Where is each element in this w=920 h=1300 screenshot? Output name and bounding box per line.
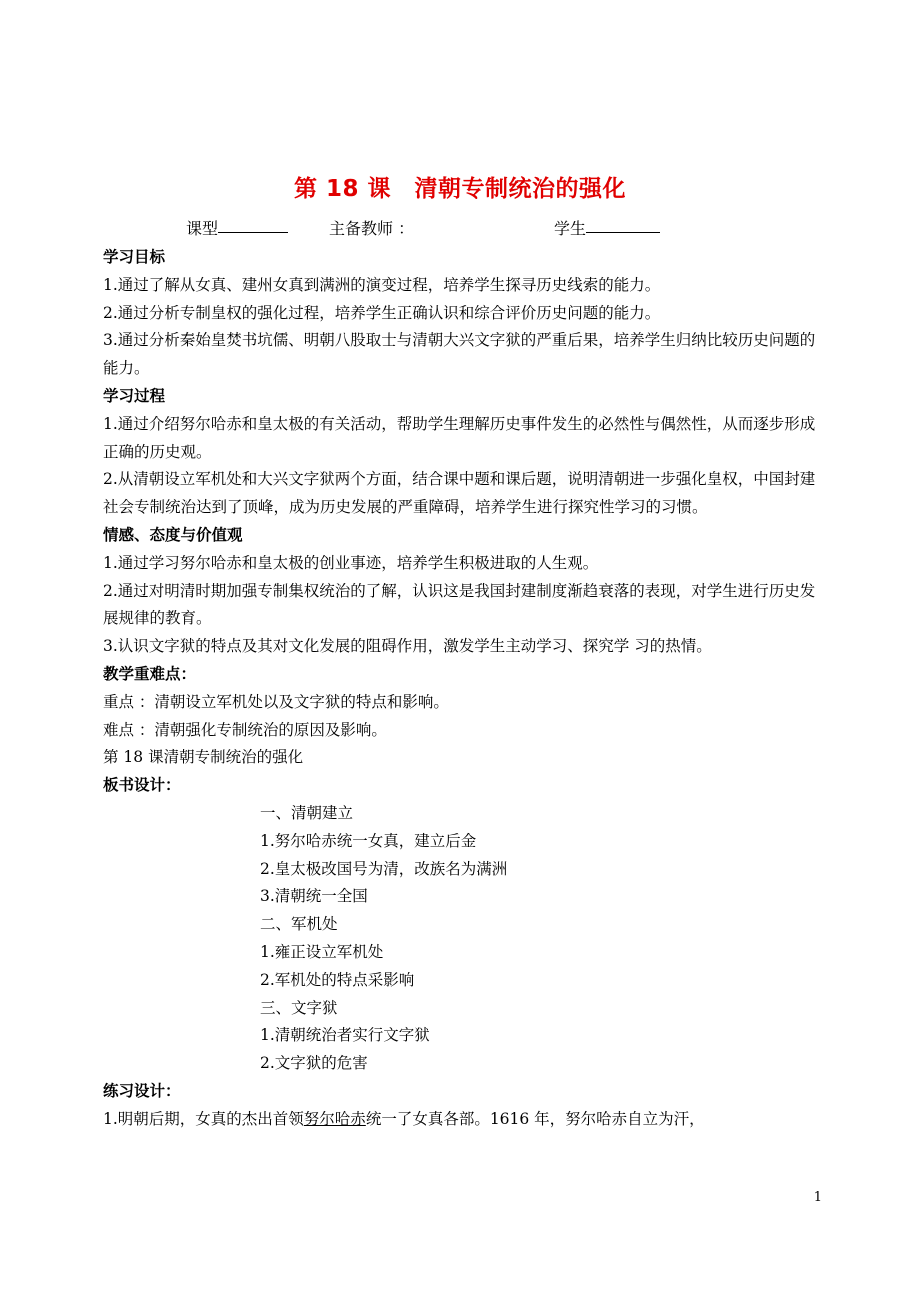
board-heading: 板书设计： [103, 776, 181, 795]
process-item: 1.通过介绍努尔哈赤和皇太极的有关活动，帮助学生理解历史事件发生的必然性与偶然性，从而逐步形成正确的历史观。 [103, 414, 816, 461]
key-point: 重点 ：清朝设立军机处以及文字狱的特点和影响。 [103, 692, 449, 711]
exercise-answer: 努尔哈赤 [303, 1109, 366, 1128]
process-item: 2.从清朝设立军机处和大兴文字狱两个方面，结合课中题和课后题，说明清朝进一步强化皇权，中国封建社会专制统治达到了顶峰，成为历史发展的严重障碍，培养学生进行探究性学习的习惯。 [103, 470, 816, 517]
board-item: 1.雍正设立军机处 [260, 942, 384, 961]
lesson-line: 第 18 课清朝专制统治的强化 [103, 748, 304, 767]
values-heading: 情感、态度与价值观 [103, 525, 243, 544]
values-item: 3.认识文字狱的特点及其对文化发展的阻碍作用，激发学生主动学习、探究学 习的热情。 [103, 637, 712, 656]
goal-item: 3.通过分析秦始皇焚书坑儒、明朝八股取士与清朝大兴文字狱的严重后果，培养学生归纳比较历史问题的能力。 [103, 331, 816, 378]
board-item: 1.努尔哈赤统一女真，建立后金 [260, 831, 477, 850]
goal-item: 1.通过了解从女真、建州女真到满洲的演变过程，培养学生探寻历史线索的能力。 [103, 275, 661, 294]
board-item: 2.文字狱的危害 [260, 1054, 368, 1073]
board-item: 3.清朝统一全国 [260, 887, 368, 906]
exercise-heading: 练习设计： [103, 1081, 181, 1100]
process-heading: 学习过程 [103, 386, 166, 405]
board-item: 二、军机处 [260, 915, 338, 934]
teacher-label: 主备教师 ： [329, 219, 415, 238]
difficult-point: 难点 ：清朝强化专制统治的原因及影响。 [103, 720, 387, 739]
key-heading: 教学重难点： [103, 664, 197, 683]
board-item: 2.皇太极改国号为清，改族名为满洲 [260, 859, 508, 878]
board-item: 1.清朝统治者实行文字狱 [260, 1026, 430, 1045]
type-label: 课型 [186, 216, 218, 239]
page-number: 1 [813, 1190, 822, 1205]
page-title: 第 18 课 清朝专制统治的强化 [293, 176, 627, 202]
board-item: 2.军机处的特点采影响 [260, 970, 415, 989]
student-label: 学生 [554, 216, 586, 239]
values-item: 1.通过学习努尔哈赤和皇太极的创业事迹，培养学生积极进取的人生观。 [103, 553, 599, 572]
document-body [103, 244, 823, 1134]
values-item: 2.通过对明清时期加强专制集权统治的了解，认识这是我国封建制度渐趋衰落的表现，对学生进行历史发展规律的教育。 [103, 581, 816, 628]
board-item: 三、文字狱 [260, 998, 338, 1017]
goals-heading: 学习目标 [103, 248, 166, 266]
exercise-item: 1.明朝后期，女真的杰出首领努尔哈赤统一了女真各部。1616 年，努尔哈赤自立为汗， [103, 1109, 705, 1128]
goal-item: 2.通过分析专制皇权的强化过程，培养学生正确认识和综合评价历史问题的能力。 [103, 303, 661, 322]
board-item: 一、清朝建立 [260, 803, 354, 822]
